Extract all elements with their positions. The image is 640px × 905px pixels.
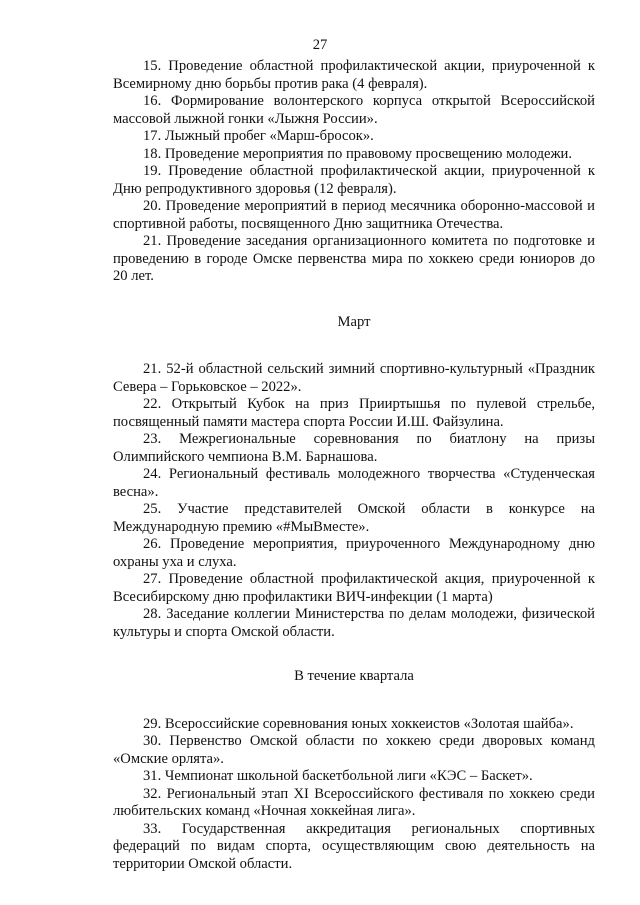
list-item: 18. Проведение мероприятия по правовому просвещению молодежи. (143, 145, 573, 162)
list-item: 19. Проведение областной профилактической акции, приуроченной к Дню репродуктивного здоровья (12 февраля). (113, 163, 595, 197)
list-item: 20. Проведение мероприятий в период месячника оборонно-массовой и спортивной работы, посвященного Дню защитника Отечества. (113, 198, 595, 232)
list-item: 21. 52-й областной сельский зимний спортивно-культурный «Праздник Севера – Горьковское – 2022». (113, 361, 595, 395)
section-heading-march: Март (337, 313, 371, 330)
list-item: 23. Межрегиональные соревнования по биатлону на призы Олимпийского чемпиона В.М. Барнашова. (113, 431, 595, 465)
list-item: 29. Всероссийские соревнования юных хоккеистов «Золотая шайба». (143, 715, 574, 732)
section-heading-quarter: В течение квартала (294, 668, 414, 684)
list-item: 27. Проведение областной профилактической акция, приуроченной к Всесибирскому дню профилактики ВИЧ-инфекции (1 марта) (113, 571, 595, 605)
list-item: 31. Чемпионат школьной баскетбольной лиги «КЭС – Баскет». (143, 768, 533, 784)
list-item: 26. Проведение мероприятия, приуроченного Международному дню охраны уха и слуха. (113, 536, 595, 570)
list-item: 15. Проведение областной профилактической акции, приуроченной к Всемирному дню борьбы против рака (4 февраля). (113, 58, 595, 92)
list-item: 21. Проведение заседания организационного комитета по подготовке и проведению в городе Омске первенства мира по хоккею среди юниоров до 20 лет. (113, 233, 595, 284)
list-item: 24. Региональный фестиваль молодежного творчества «Студенческая весна». (113, 466, 595, 500)
list-item: 17. Лыжный пробег «Марш-бросок». (143, 128, 374, 144)
list-item: 16. Формирование волонтерского корпуса открытой Всероссийской массовой лыжной гонки «Лыжня России». (113, 93, 595, 127)
list-item: 32. Региональный этап XI Всероссийского фестиваля по хоккею среди любительских команд «Ночная хоккейная лига». (113, 785, 595, 819)
list-item: 22. Открытый Кубок на приз Прииртышья по пулевой стрельбе, посвященный памяти мастера спорта России И.Ш. Файзулина. (113, 396, 595, 430)
list-item: 30. Первенство Омской области по хоккею среди дворовых команд «Омские орлята». (113, 733, 595, 767)
list-item: 25. Участие представителей Омской области в конкурсе на Международную премию «#МыВместе». (113, 501, 595, 535)
page-number: 27 (312, 37, 328, 53)
list-item: 28. Заседание коллегии Министерства по делам молодежи, физической культуры и спорта Омской области. (113, 606, 595, 640)
list-item: 33. Государственная аккредитация региональных спортивных федераций по видам спорта, осуществляющим свою деятельность на территории Омской области. (113, 820, 595, 872)
document-body (113, 58, 595, 873)
